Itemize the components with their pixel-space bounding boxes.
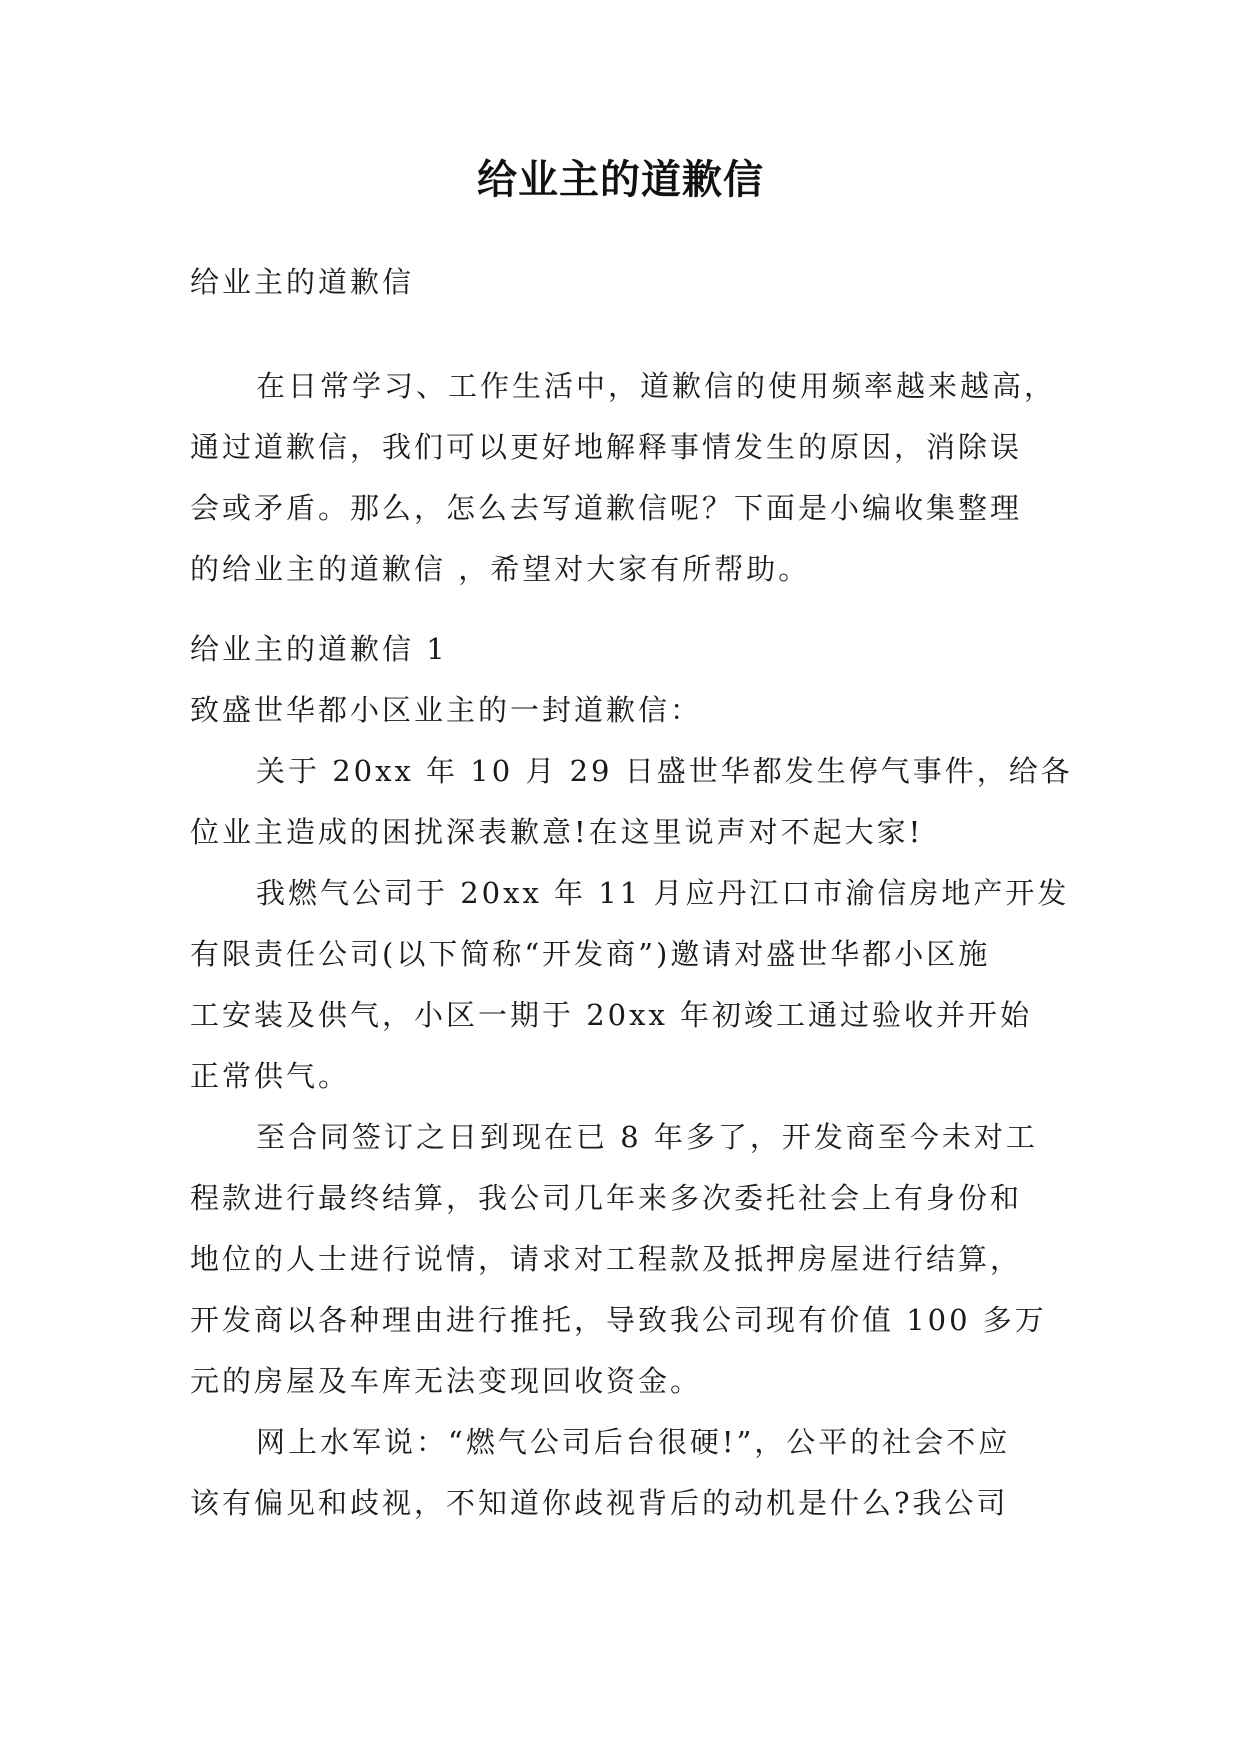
paragraph-line: 我燃气公司于 20xx 年 11 月应丹江口市渝信房地产开发	[256, 876, 1070, 910]
paragraph-line: 关于 20xx 年 10 月 29 日盛世华都发生停气事件，给各	[256, 754, 1073, 788]
paragraph-line: 位业主造成的困扰深表歉意!在这里说声对不起大家!	[190, 815, 924, 849]
salutation: 致盛世华都小区业主的一封道歉信：	[190, 693, 703, 727]
paragraph-line: 有限责任公司(以下简称“开发商”)邀请对盛世华都小区施	[190, 937, 991, 971]
paragraph-line: 正常供气。	[190, 1059, 351, 1093]
paragraph-line: 程款进行最终结算，我公司几年来多次委托社会上有身份和	[190, 1181, 1023, 1215]
letter-body	[190, 619, 1073, 1534]
paragraph-line: 网上水军说：“燃气公司后台很硬!”，公平的社会不应	[256, 1425, 1011, 1459]
paragraph-line: 开发商以各种理由进行推托，导致我公司现有价值 100 多万	[190, 1303, 1047, 1337]
paragraph-line: 工安装及供气，小区一期于 20xx 年初竣工通过验收并开始	[190, 998, 1033, 1032]
subtitle-line: 给业主的道歉信	[190, 265, 415, 299]
paragraph-line: 该有偏见和歧视，不知道你歧视背后的动机是什么?我公司	[190, 1486, 1009, 1520]
intro-line: 通过道歉信，我们可以更好地解释事情发生的原因，消除误	[190, 430, 1023, 464]
intro-line: 的给业主的道歉信 ，希望对大家有所帮助。	[190, 552, 811, 586]
paragraph-line: 元的房屋及车库无法变现回收资金。	[190, 1364, 703, 1398]
intro-line: 在日常学习、工作生活中，道歉信的使用频率越来越高，	[256, 369, 1057, 403]
document-subtitle	[190, 252, 1060, 313]
paragraph-line: 地位的人士进行说情，请求对工程款及抵押房屋进行结算，	[190, 1242, 1023, 1276]
section-heading: 给业主的道歉信 1	[190, 632, 448, 666]
intro-line: 会或矛盾。那么，怎么去写道歉信呢？下面是小编收集整理	[190, 491, 1023, 525]
document-title: 给业主的道歉信	[477, 157, 764, 203]
intro-paragraph	[190, 356, 1060, 600]
paragraph-line: 至合同签订之日到现在已 8 年多了，开发商至今未对工	[256, 1120, 1038, 1154]
